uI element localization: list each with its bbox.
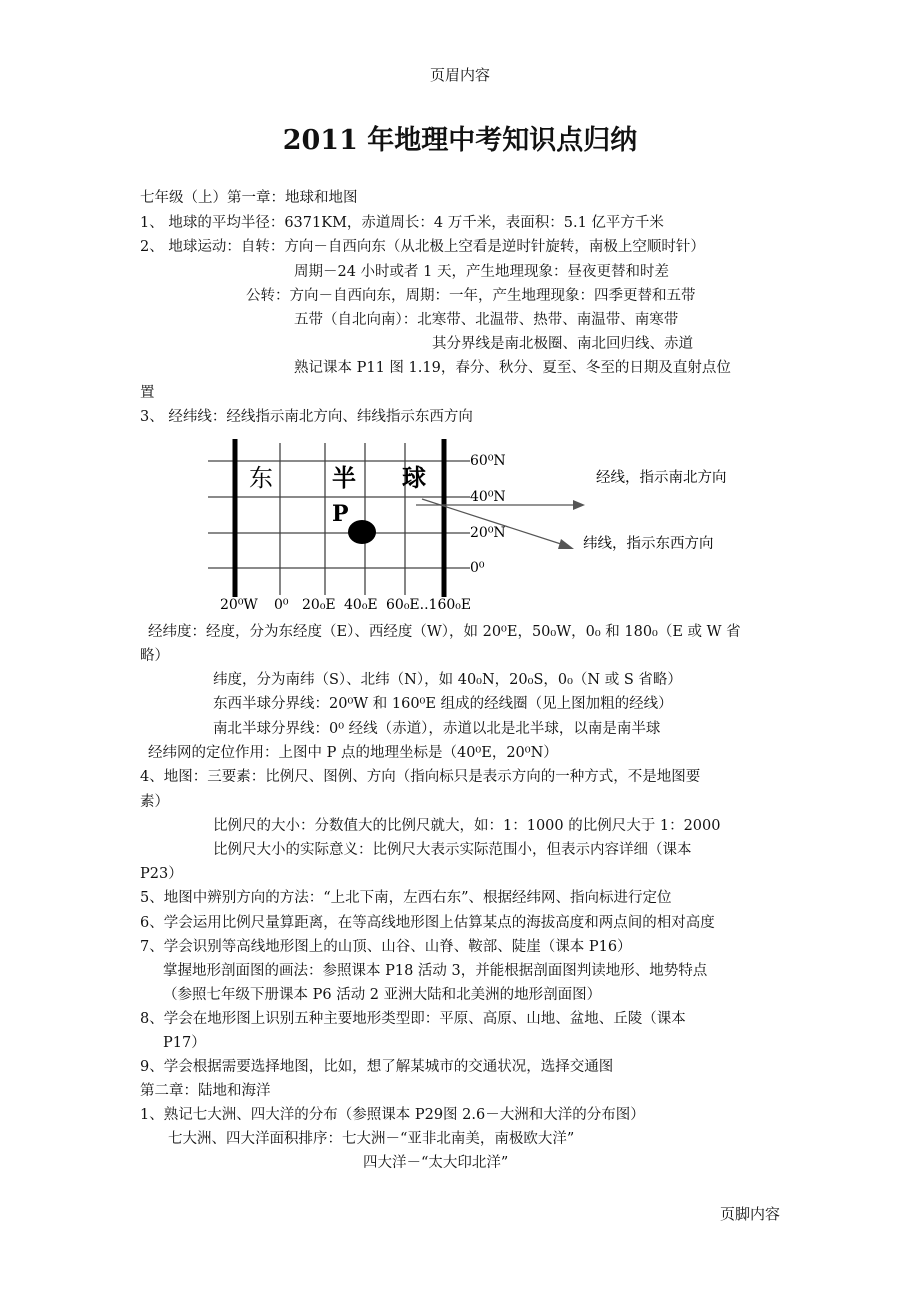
lon-label-20e: 20₀E [302,597,336,613]
item-8: 8、学会在地形图上识别五种主要地形类型即：平原、高原、山地、盆地、丘陵（课本 [140,1011,686,1027]
item-4: 4、地图：三要素：比例尺、图例、方向（指向标只是表示方向的一种方式，不是地图要 [140,769,701,785]
document-title: 2011 年地理中考知识点归纳 [282,125,638,156]
item-7-reference: （参照七年级下册课本 P6 活动 2 亚洲大陆和北美洲的地形剖面图） [163,987,602,1003]
item-6: 6、学会运用比例尺量算距离，在等高线地形图上估算某点的海拔高度和两点间的相对高度 [140,915,715,931]
longitude-degrees-cont: 略） [140,648,169,664]
chapter2-heading: 第二章：陆地和海洋 [140,1083,271,1099]
lon-label-60e-160e: 60₀E..160₀E [386,597,472,613]
item-1: 1、 地球的平均半径：6371KM，赤道周长：4 万千米，表面积：5.1 亿平方千米 [140,215,664,231]
continents-ranking: 七大洲、四大洋面积排序：七大洲－“亚非北南美，南极欧大洋” [168,1131,575,1147]
point-p-label: P [332,501,349,527]
lon-label-20w: 20⁰W [220,597,258,613]
latitude-arrowhead [558,539,574,549]
latitude-degrees: 纬度，分为南纬（S）、北纬（N），如 40₀N，20₀S，0₀（N 或 S 省略） [213,672,682,688]
ch2-item-1: 1、熟记七大洲、四大洋的分布（参照课本 P29图 2.6－大洲和大洋的分布图） [140,1107,645,1123]
item-3: 3、 经纬线：经线指示南北方向、纬线指示东西方向 [140,409,473,425]
longitude-caption: 经线，指示南北方向 [596,470,727,486]
solstice-note-cont: 置 [140,385,155,401]
hemisphere-char-2: 半 [332,463,356,492]
solstice-note: 熟记课本 P11 图 1.19，春分、秋分、夏至、冬至的日期及直射点位 [294,360,731,376]
longitude-arrowhead [573,500,585,510]
lon-label-0: 0⁰ [274,597,289,613]
item-4-cont: 素） [140,794,169,810]
item-7-profile: 掌握地形剖面图的画法：参照课本 P18 活动 3，并能根据剖面图判读地形、地势特点 [163,963,708,979]
item-9: 9、学会根据需要选择地图，比如，想了解某城市的交通状况，选择交通图 [140,1059,614,1075]
hemisphere-char-1: 东 [249,464,273,492]
oceans-ranking: 四大洋－“太大印北洋” [363,1155,509,1171]
hemisphere-char-3: 球 [402,463,426,492]
scale-meaning-cont: P23） [140,866,183,882]
scale-meaning: 比例尺大小的实际意义：比例尺大表示实际范围小，但表示内容详细（课本 [213,842,692,858]
page-footer: 页脚内容 [719,1205,780,1223]
item-8-cont: P17） [163,1035,206,1051]
item-7: 7、学会识别等高线地形图上的山顶、山谷、山脊、鞍部、陡崖（课本 P16） [140,939,632,955]
zone-boundaries: 其分界线是南北极圈、南北回归线、赤道 [432,336,693,352]
longitude-degrees: 经纬度：经度，分为东经度（E）、西经度（W），如 20⁰E，50₀W，0₀ 和 180₀（E 或 W 省 [148,624,741,640]
grid-positioning: 经纬网的定位作用：上图中 P 点的地理坐标是（40⁰E，20⁰N） [148,745,558,761]
revolution: 公转：方向－自西向东，周期：一年，产生地理现象：四季更替和五带 [246,288,696,304]
scale-size: 比例尺的大小：分数值大的比例尺就大，如：1：1000 的比例尺大于 1：2000 [213,818,721,834]
lat-label-60n: 60⁰N [470,453,506,469]
rotation-period: 周期－24 小时或者 1 天，产生地理现象：昼夜更替和时差 [294,264,670,280]
point-p-marker [348,520,376,544]
lat-label-0: 0⁰ [470,560,485,576]
five-zones: 五带（自北向南）：北寒带、北温带、热带、南温带、南寒带 [294,312,679,328]
lon-label-40e: 40₀E [344,597,378,613]
item-2: 2、 地球运动：自转：方向－自西向东（从北极上空看是逆时针旋转，南极上空顺时针） [140,239,705,255]
chapter1-heading: 七年级（上）第一章：地球和地图 [140,190,358,206]
lat-label-40n: 40⁰N [470,489,506,505]
lat-lon-grid-diagram [190,435,770,615]
latitude-caption: 纬线，指示东西方向 [583,536,714,552]
item-5: 5、地图中辨别方向的方法：“上北下南，左西右东”、根据经纬网、指向标进行定位 [140,890,672,906]
lat-label-20n: 20⁰N [470,525,506,541]
east-west-boundary: 东西半球分界线：20⁰W 和 160⁰E 组成的经线圈（见上图加粗的经线） [213,696,673,712]
north-south-boundary: 南北半球分界线：0⁰ 经线（赤道），赤道以北是北半球，以南是南半球 [213,721,661,737]
page-header: 页眉内容 [429,66,490,84]
